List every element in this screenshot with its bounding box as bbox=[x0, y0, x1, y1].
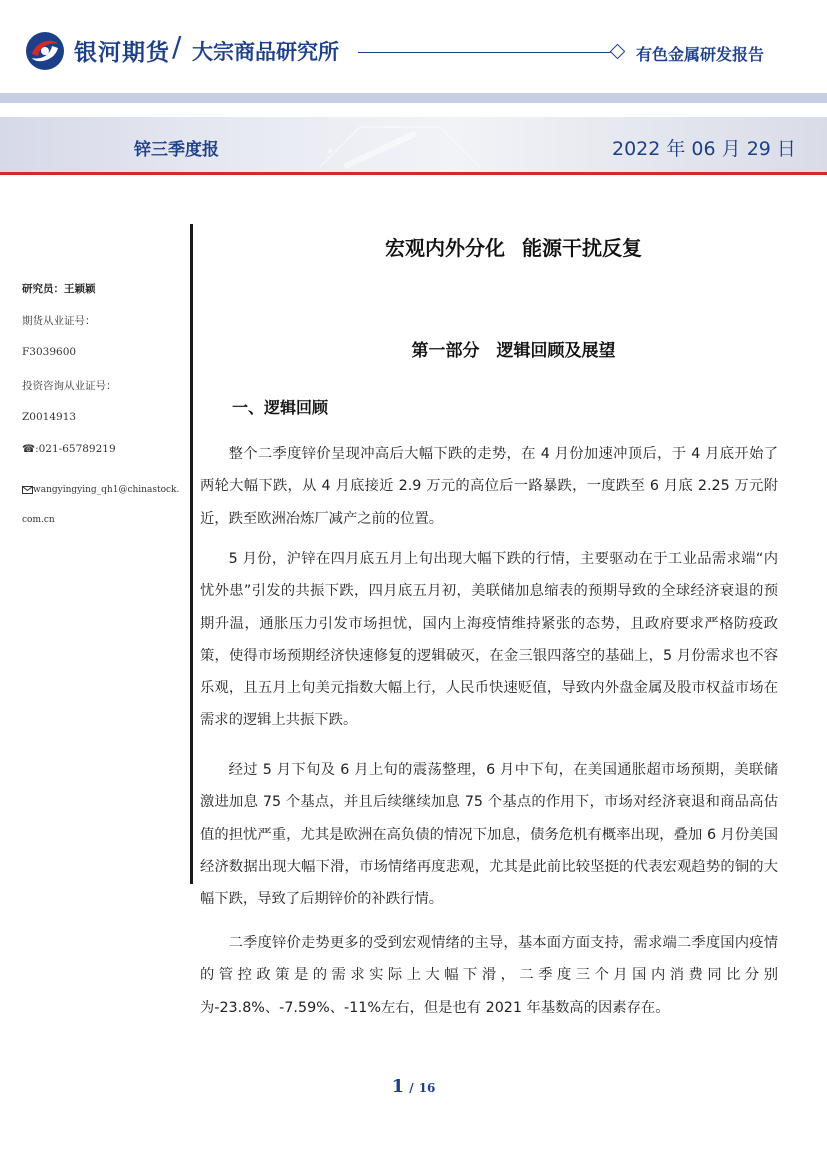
total-pages: 16 bbox=[418, 1081, 436, 1095]
invest-cert-number: Z0014913 bbox=[22, 411, 77, 423]
pen-decoration-icon bbox=[300, 117, 500, 172]
invest-cert-label: 投资咨询从业证号： bbox=[22, 380, 117, 392]
body-paragraph: 经过 5 月下旬及 6 月上旬的震荡整理，6 月中下旬，在美国通胀超市场预期，美联储激进加息 75 个基点，并且后续继续加息 75 个基点的作用下，市场对经济衰退和商品高估值的担忧严重，尤其是欧洲在高负债的情况下加息，债务危机有概率出现，叠加 6 月份美国经济数据出现大幅下滑，市场情绪再度悲观，尤其是此前比较坚挺的代表宏观趋势的铜的大幅下跌，导致了后期锌价的补跌行情。 bbox=[200, 762, 778, 908]
report-type: 有色金属研发报告 bbox=[636, 45, 765, 64]
page-number bbox=[0, 1076, 827, 1097]
futures-cert-label: 期货从业证号： bbox=[22, 315, 96, 327]
report-title: 宏观内外分化 能源干扰反复 bbox=[385, 236, 642, 260]
phone-number: ☎:021-65789219 bbox=[22, 443, 116, 455]
sidebar-divider bbox=[190, 224, 193, 884]
body-paragraph: 5 月份，沪锌在四月底五月上旬出现大幅下跌的行情，主要驱动在于工业品需求端“内忧外患”引发的共振下跌，四月底五月初，美联储加息缩表的预期导致的全球经济衰退的预期升温，通胀压力引发市场担忧，国内上海疫情维持紧张的态势，且政府要求严格防疫政策，使得市场预期经济快速修复的逻辑破灭，在金三银四落空的基础上，5 月份需求也不容乐观，且五月上旬美元指数大幅上行，人民币快速贬值，导致内外盘金属及股市权益市场在需求的逻辑上共振下跌。 bbox=[200, 551, 778, 729]
header-red-rule bbox=[0, 172, 827, 175]
page-separator: / bbox=[409, 1081, 414, 1095]
current-page: 1 bbox=[391, 1076, 405, 1097]
brand-slash: / bbox=[172, 30, 182, 63]
institute-name: 大宗商品研究所 bbox=[192, 40, 339, 64]
galaxy-logo-icon bbox=[24, 30, 66, 72]
body-paragraph: 整个二季度锌价呈现冲高后大幅下跌的走势，在 4 月份加速冲顶后，于 4 月底开始了两轮大幅下跌，从 4 月底接近 2.9 万元的高位后一路暴跌，一度跌至 6 月底 2.25 万元附近，跌至欧洲冶炼厂减产之前的位置。 bbox=[200, 446, 778, 527]
body-paragraph: 二季度锌价走势更多的受到宏观情绪的主导，基本面方面支持，需求端二季度国内疫情的管控政策是的需求实际上大幅下滑，二季度三个月国内消费同比分别为-23.8%、-7.59%、-11%左右，但是也有 2021 年基数高的因素存在。 bbox=[200, 935, 778, 1016]
section-title: 一、逻辑回顾 bbox=[232, 398, 329, 417]
diamond-icon bbox=[610, 44, 626, 60]
brand-name: 银河期货 bbox=[74, 40, 170, 66]
email-address[interactable] bbox=[22, 475, 184, 535]
envelope-icon bbox=[22, 486, 33, 494]
futures-cert-number: F3039600 bbox=[22, 346, 77, 358]
part-title: 第一部分 逻辑回顾及展望 bbox=[411, 341, 616, 361]
researcher-name: 研究员：王颖颖 bbox=[22, 283, 96, 295]
header-rule bbox=[358, 52, 613, 53]
header-band-top bbox=[0, 93, 827, 103]
report-date: 2022 年 06 月 29 日 bbox=[612, 138, 796, 160]
season-label: 锌三季度报 bbox=[134, 140, 219, 160]
email-text: wangyingying_qh1@chinastock.com.cn bbox=[22, 485, 180, 525]
